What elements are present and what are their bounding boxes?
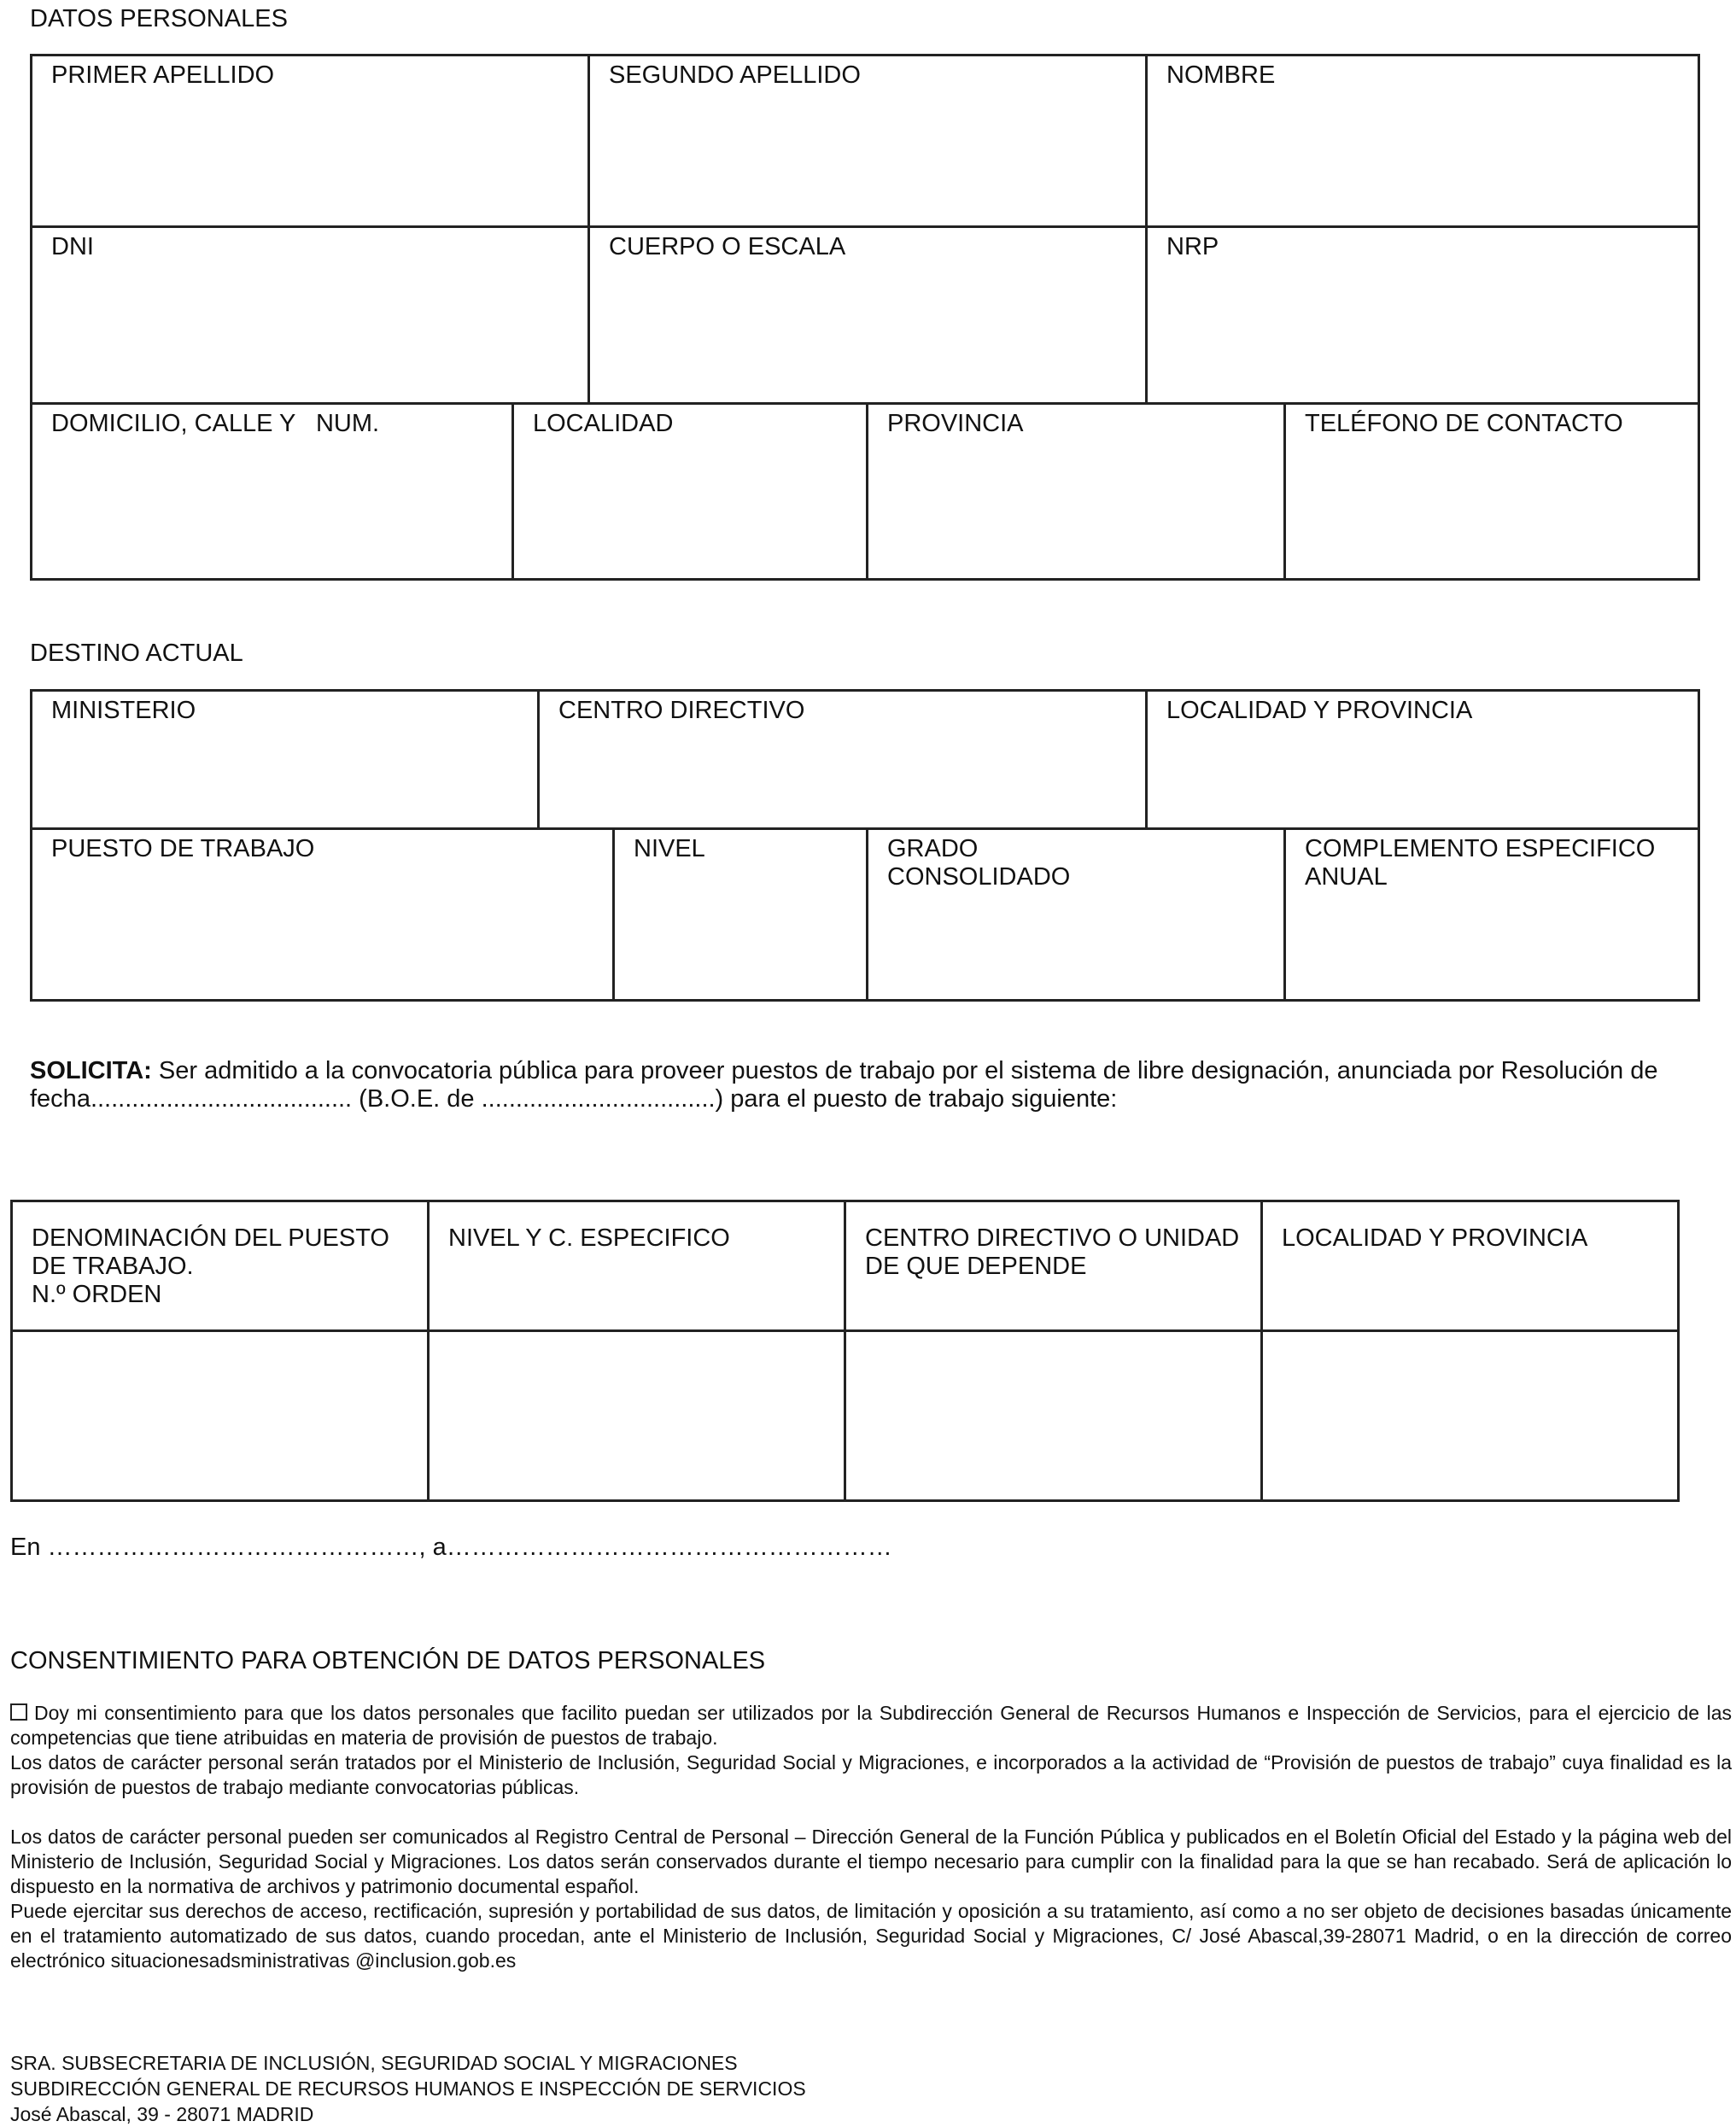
centro-directivo-unidad-label: CENTRO DIRECTIVO O UNIDAD DE QUE DEPENDE: [865, 1224, 1240, 1280]
puesto-solicitado-table: [10, 1200, 1680, 1502]
nombre-label: NOMBRE: [1166, 61, 1276, 89]
cuerpo-escala-label: CUERPO O ESCALA: [609, 233, 846, 260]
segundo-apellido-field[interactable]: [590, 56, 1148, 228]
centro-directivo-unidad-input-cell[interactable]: [846, 1332, 1263, 1499]
consent-paragraph-1: Los datos de carácter personal serán tratados por el Ministerio de Inclusión, Seguridad Social y Migraciones, e incorporados a la actividad de “Provisión de puestos de trabajo” cuya finalidad es la provisión de puestos de trabajo mediante convocatorias públicas.: [10, 1751, 1732, 1798]
denominacion-label: DENOMINACIÓN DEL PUESTO DE TRABAJO. N.º ORDEN: [32, 1224, 389, 1308]
consent-checkbox-text: Doy mi consentimiento para que los datos personales que facilito puedan ser utilizados por la Subdirección General de Recursos Humanos e Inspección de Servicios, para el ejercicio de las competencias que tiene atribuidas en materia de provisión de puestos de trabajo.: [10, 1702, 1732, 1749]
complemento-especifico-field[interactable]: [1286, 830, 1698, 999]
centro-directivo-field[interactable]: [540, 692, 1148, 830]
localidad-provincia-header-label: LOCALIDAD Y PROVINCIA: [1282, 1224, 1588, 1252]
nrp-label: NRP: [1166, 233, 1219, 260]
consentimiento-block: [10, 1701, 1732, 1973]
consent-paragraph-2: Los datos de carácter personal pueden ser comunicados al Registro Central de Personal – Dirección General de la Función Pública y publicados en el Boletín Oficial del Estado y la página web del Ministerio de Inclusión, Seguridad Social y Migraciones. Los datos serán conservados durante el tiempo necesario para cumplir con la finalidad para la que se han recabado. Será de aplicación lo dispuesto en la normativa de archivos y patrimonio documental español.: [10, 1826, 1732, 1897]
solicita-label: SOLICITA:: [30, 1057, 152, 1084]
denominacion-input-cell[interactable]: [13, 1332, 430, 1499]
localidad-label: LOCALIDAD: [533, 410, 674, 437]
centro-directivo-unidad-header: [846, 1202, 1263, 1332]
destino-actual-table: [30, 689, 1700, 1002]
localidad-field[interactable]: [514, 405, 868, 578]
complemento-especifico-label: COMPLEMENTO ESPECIFICO ANUAL: [1305, 835, 1656, 891]
denominacion-header: [13, 1202, 430, 1332]
provincia-label: PROVINCIA: [887, 410, 1024, 437]
footer-line-1: SRA. SUBSECRETARIA DE INCLUSIÓN, SEGURIDAD SOCIAL Y MIGRACIONES: [10, 2052, 738, 2074]
puesto-trabajo-field[interactable]: [32, 830, 615, 999]
footer-line-3: José Abascal, 39 - 28071 MADRID: [10, 2103, 314, 2125]
grado-consolidado-label: GRADO CONSOLIDADO: [887, 835, 1071, 891]
grado-consolidado-field[interactable]: [868, 830, 1286, 999]
consentimiento-heading: CONSENTIMIENTO PARA OBTENCIÓN DE DATOS PERSONALES: [10, 1647, 766, 1674]
puesto-trabajo-label: PUESTO DE TRABAJO: [51, 835, 315, 862]
localidad-provincia-header: [1263, 1202, 1677, 1332]
solicita-text: Ser admitido a la convocatoria pública para proveer puestos de trabajo por el sistema de libre designación, anunciada por Resolución de fecha...................................... (B.O.E. de ..................................) para el puesto de trabajo siguiente:: [30, 1057, 1658, 1113]
nivel-c-especifico-label: NIVEL Y C. ESPECIFICO: [448, 1224, 730, 1252]
solicita-paragraph: [30, 1057, 1695, 1113]
nivel-c-especifico-input-cell[interactable]: [430, 1332, 846, 1499]
localidad-provincia-input-cell[interactable]: [1263, 1332, 1677, 1499]
footer-address: [10, 2050, 806, 2127]
telefono-label: TELÉFONO DE CONTACTO: [1305, 410, 1623, 437]
datos-personales-heading: DATOS PERSONALES: [30, 5, 288, 32]
nivel-field[interactable]: [615, 830, 868, 999]
domicilio-label: DOMICILIO, CALLE Y NUM.: [51, 410, 380, 437]
lugar-fecha-line[interactable]: En ………………………………………, a………………………………………………: [10, 1534, 892, 1561]
destino-actual-heading: DESTINO ACTUAL: [30, 640, 243, 667]
provincia-field[interactable]: [868, 405, 1286, 578]
telefono-field[interactable]: [1286, 405, 1698, 578]
consent-checkbox-row: [10, 1701, 1732, 1750]
primer-apellido-label: PRIMER APELLIDO: [51, 61, 275, 89]
localidad-provincia-field[interactable]: [1148, 692, 1698, 830]
ministerio-field[interactable]: [32, 692, 540, 830]
consent-spacer: [10, 1800, 1732, 1825]
localidad-provincia-label: LOCALIDAD Y PROVINCIA: [1166, 697, 1473, 724]
consent-checkbox[interactable]: [10, 1703, 27, 1721]
nivel-label: NIVEL: [634, 835, 705, 862]
consent-paragraph-3: Puede ejercitar sus derechos de acceso, rectificación, supresión y portabilidad de sus datos, de limitación y oposición a su tratamiento, así como a no ser objeto de decisiones basadas únicamente en el tratamiento automatizado de sus datos, cuando procedan, ante el Ministerio de Inclusión, Seguridad Social y Migraciones, C/ José Abascal,39-28071 Madrid, o en la dirección de correo electrónico situacionesadsministrativas @inclusion.gob.es: [10, 1900, 1732, 1972]
datos-personales-table: [30, 54, 1700, 581]
cuerpo-escala-field[interactable]: [590, 228, 1148, 405]
domicilio-field[interactable]: [32, 405, 514, 578]
nrp-field[interactable]: [1148, 228, 1698, 405]
centro-directivo-label: CENTRO DIRECTIVO: [558, 697, 805, 724]
dni-field[interactable]: [32, 228, 590, 405]
ministerio-label: MINISTERIO: [51, 697, 196, 724]
primer-apellido-field[interactable]: [32, 56, 590, 228]
segundo-apellido-label: SEGUNDO APELLIDO: [609, 61, 861, 89]
nombre-field[interactable]: [1148, 56, 1698, 228]
nivel-c-especifico-header: [430, 1202, 846, 1332]
dni-label: DNI: [51, 233, 94, 260]
footer-line-2: SUBDIRECCIÓN GENERAL DE RECURSOS HUMANOS E INSPECCIÓN DE SERVICIOS: [10, 2077, 806, 2100]
